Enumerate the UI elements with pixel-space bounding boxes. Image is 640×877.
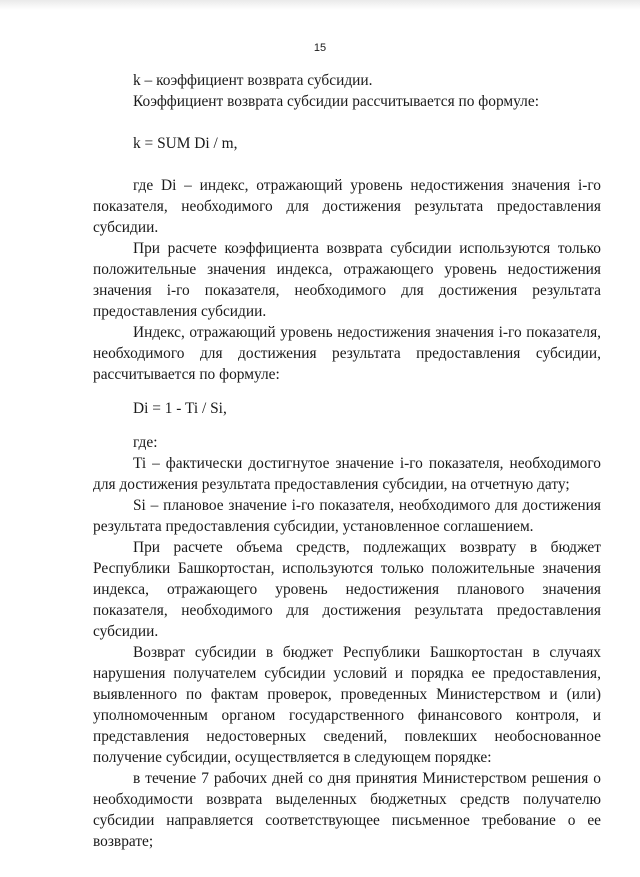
di-formula: Di = 1 - Ti / Si,: [133, 400, 227, 417]
si-definition: Si – плановое значение i-го показателя, необходимого для достижения результата предоставления субсидии, установленное соглашением.: [93, 497, 601, 535]
return-order-paragraph: Возврат субсидии в бюджет Республики Башкортостан в случаях нарушения получателем субсидии условий и порядка ее предоставления, выявленного по фактам проверок, проведенных Министерством и (или) уполномоченным органом государственного финансового контроля, и представления недостоверных сведений, повлекших необоснованное получение субсидии, осуществляется в следующем порядке:: [93, 644, 601, 766]
k-definition: k – коэффициент возврата субсидии.: [133, 72, 373, 89]
volume-calculation-paragraph: При расчете объема средств, подлежащих возврату в бюджет Республики Башкортостан, используются только положительные значения индекса, отражающего уровень недостижения планового значения показателя, необходимого для достижения результата предоставления субсидии.: [93, 539, 601, 640]
k-formula-intro: Коэффициент возврата субсидии рассчитывается по формуле:: [133, 93, 539, 110]
where-label: где:: [133, 434, 158, 451]
di-definition: где Di – индекс, отражающий уровень недостижения значения i-го показателя, необходимого для достижения результата предоставления субсидии.: [93, 177, 601, 236]
seven-days-paragraph: в течение 7 рабочих дней со дня принятия Министерством решения о необходимости возврата выделенных бюджетных средств получателю субсидии направляется соответствующее письменное требование о ее возврате;: [93, 770, 601, 850]
k-formula: k = SUM Di / m,: [133, 135, 238, 152]
page-number: 15: [313, 42, 327, 54]
ti-definition: Ti – фактически достигнутое значение i-го показателя, необходимого для достижения результата предоставления субсидии, на отчетную дату;: [93, 455, 601, 493]
scan-edge-shadow: [0, 0, 640, 10]
positive-values-paragraph: При расчете коэффициента возврата субсидии используются только положительные значения индекса, отражающего уровень недостижения значения i-го показателя, необходимого для достижения результата предоставления субсидии.: [93, 240, 601, 320]
di-formula-intro: Индекс, отражающий уровень недостижения значения i-го показателя, необходимого для достижения результата предоставления субсидии, рассчитывается по формуле:: [93, 324, 601, 383]
document-body: [93, 70, 601, 852]
